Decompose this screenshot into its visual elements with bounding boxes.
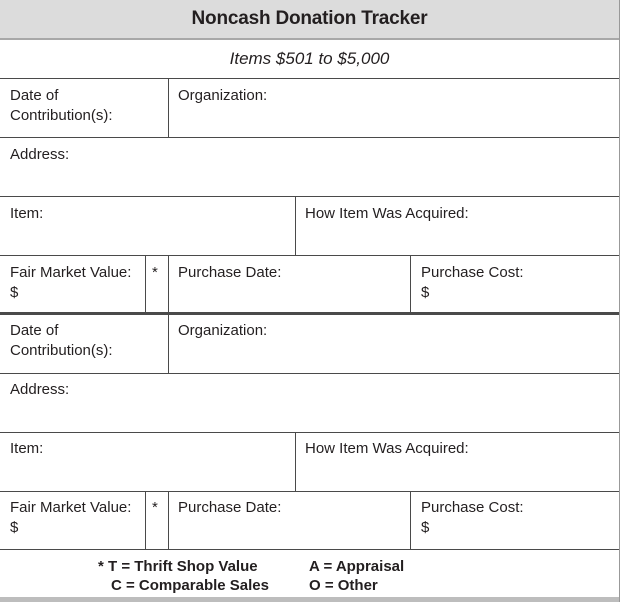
divider <box>410 491 411 549</box>
title-bar <box>0 0 619 40</box>
entry-separator <box>0 312 619 315</box>
organization-field-label[interactable]: Organization: <box>178 322 268 339</box>
date-label-contribution[interactable]: Contribution(s): <box>10 107 113 124</box>
fair-market-value-field-label[interactable]: Fair Market Value: <box>10 264 132 281</box>
purchase-date-field-label[interactable]: Purchase Date: <box>178 499 282 516</box>
divider <box>295 196 296 255</box>
fair-market-value-field-label[interactable]: Fair Market Value: <box>10 499 132 516</box>
purchase-cost-field-label[interactable]: Purchase Cost: <box>421 264 524 281</box>
purchase-date-field-label[interactable]: Purchase Date: <box>178 264 282 281</box>
how-acquired-field-label[interactable]: How Item Was Acquired: <box>305 440 469 457</box>
divider <box>168 491 169 549</box>
address-field-label[interactable]: Address: <box>10 381 70 398</box>
divider <box>0 196 619 197</box>
organization-field-label[interactable]: Organization: <box>178 87 268 104</box>
divider <box>0 549 619 550</box>
purchase-cost-currency-symbol: $ <box>421 519 430 536</box>
date-label: Date of <box>10 87 59 104</box>
divider <box>168 79 169 137</box>
purchase-cost-currency-symbol: $ <box>421 284 430 301</box>
divider <box>168 255 169 313</box>
valuation-method-asterisk[interactable]: * <box>152 499 158 516</box>
form-title: Noncash Donation Tracker <box>191 8 428 29</box>
date-label-contribution[interactable]: Contribution(s): <box>10 342 113 359</box>
divider <box>168 315 169 373</box>
valuation-method-asterisk[interactable]: * <box>152 264 158 281</box>
legend-other: O = Other <box>309 577 378 594</box>
divider <box>0 432 619 433</box>
divider <box>0 255 619 256</box>
legend-comparable-sales: C = Comparable Sales <box>111 577 269 594</box>
divider <box>0 373 619 374</box>
fmv-currency-symbol: $ <box>10 519 19 536</box>
legend-appraisal: A = Appraisal <box>309 558 405 575</box>
how-acquired-field-label[interactable]: How Item Was Acquired: <box>305 205 469 222</box>
divider <box>145 255 146 313</box>
legend-thrift-shop: * T = Thrift Shop Value <box>98 558 258 575</box>
item-field-label[interactable]: Item: <box>10 205 44 222</box>
divider <box>410 255 411 313</box>
divider <box>295 432 296 491</box>
divider <box>145 491 146 549</box>
fmv-currency-symbol: $ <box>10 284 19 301</box>
date-label: Date of <box>10 322 59 339</box>
divider <box>0 491 619 492</box>
footer-bar <box>0 597 619 602</box>
divider <box>0 137 619 138</box>
form-subtitle: Items $501 to $5,000 <box>0 40 619 79</box>
address-field-label[interactable]: Address: <box>10 146 70 163</box>
item-field-label[interactable]: Item: <box>10 440 44 457</box>
purchase-cost-field-label[interactable]: Purchase Cost: <box>421 499 524 516</box>
